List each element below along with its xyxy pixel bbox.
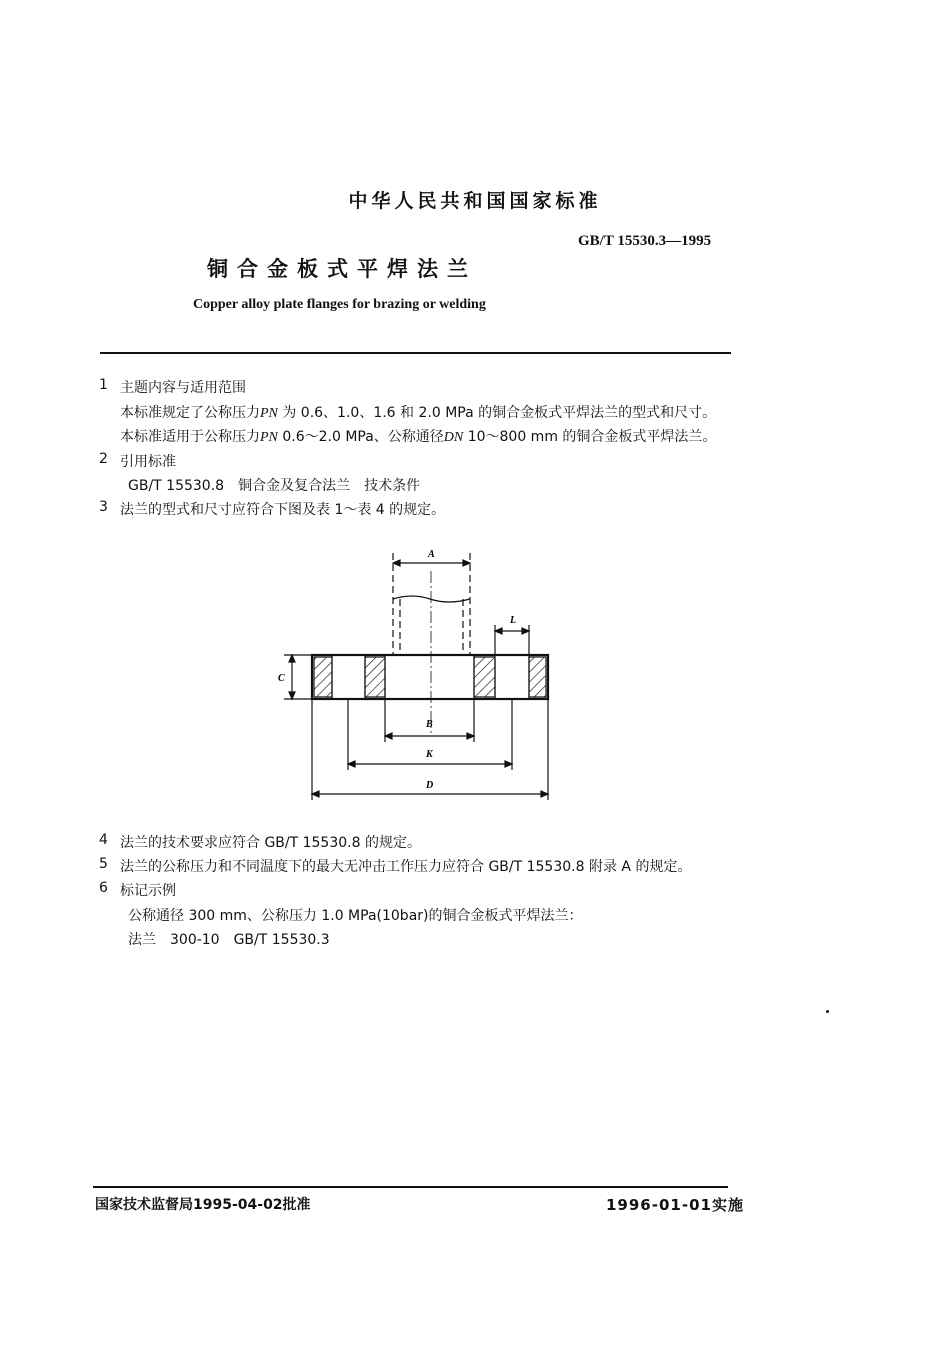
hatch-left-inner	[365, 657, 385, 697]
pipe-break-line	[393, 596, 470, 602]
section-6-heading: 标记示例	[120, 883, 176, 899]
section-1-number: 1	[99, 377, 108, 393]
s1-p1-text-a: 本标准规定了公称压力	[120, 405, 260, 421]
marking-example-description: 公称通径 300 mm、公称压力 1.0 MPa(10bar)的铜合金板式平焊法兰：	[128, 908, 583, 924]
footer-rule	[93, 1186, 728, 1188]
section-1-heading: 主题内容与适用范围	[120, 380, 246, 396]
section-6-number: 6	[99, 880, 108, 896]
flange-plate-outline	[312, 655, 548, 699]
hatch-right-outer	[529, 657, 546, 697]
label-C: C	[278, 673, 285, 684]
standard-number: GB/T 15530.3—1995	[578, 233, 712, 249]
label-B: B	[426, 719, 433, 730]
s1-p2-pn: PN	[260, 430, 278, 445]
hatch-right-inner	[474, 657, 495, 697]
section-1-paragraph-1	[120, 402, 716, 422]
document-title: 铜合金板式平焊法兰	[207, 257, 477, 281]
approval-date: 国家技术监督局1995-04-02批准	[95, 1197, 311, 1213]
speck	[826, 1010, 829, 1013]
s1-p2-text-a: 本标准适用于公称压力	[120, 429, 260, 445]
section-5-text: 法兰的公称压力和不同温度下的最大无冲击工作压力应符合 GB/T 15530.8 附录 A 的规定。	[120, 859, 692, 875]
label-L: L	[510, 615, 517, 626]
s1-p2-text-b: 0.6～2.0 MPa、公称通径	[277, 429, 444, 445]
label-D: D	[426, 780, 434, 791]
section-2-number: 2	[99, 451, 108, 467]
label-K: K	[426, 749, 433, 760]
section-1-paragraph-2	[120, 426, 716, 446]
label-A: A	[428, 549, 435, 560]
section-2-reference: GB/T 15530.8 铜合金及复合法兰 技术条件	[128, 478, 421, 494]
section-3-text: 法兰的型式和尺寸应符合下图及表 1～表 4 的规定。	[120, 502, 446, 518]
implementation-date: 1996-01-01实施	[606, 1196, 744, 1214]
marking-example: 法兰 300-10 GB/T 15530.3	[128, 932, 330, 948]
standard-org-heading: 中华人民共和国国家标准	[348, 190, 602, 212]
section-5-number: 5	[99, 856, 108, 872]
english-title: Copper alloy plate flanges for brazing or welding	[193, 297, 486, 312]
header-rule	[100, 352, 731, 354]
flange-drawing	[270, 535, 570, 810]
s1-p2-dn: DN	[443, 430, 464, 445]
hatch-left-outer	[314, 657, 332, 697]
s1-p1-pn: PN	[260, 406, 278, 421]
section-2-heading: 引用标准	[120, 454, 176, 470]
section-4-text: 法兰的技术要求应符合 GB/T 15530.8 的规定。	[120, 835, 421, 851]
s1-p1-text-b: 为 0.6、1.0、1.6 和 2.0 MPa 的铜合金板式平焊法兰的型式和尺寸。	[277, 405, 717, 421]
section-3-number: 3	[99, 499, 108, 515]
section-4-number: 4	[99, 832, 108, 848]
s1-p2-text-c: 10～800 mm 的铜合金板式平焊法兰。	[463, 429, 717, 445]
